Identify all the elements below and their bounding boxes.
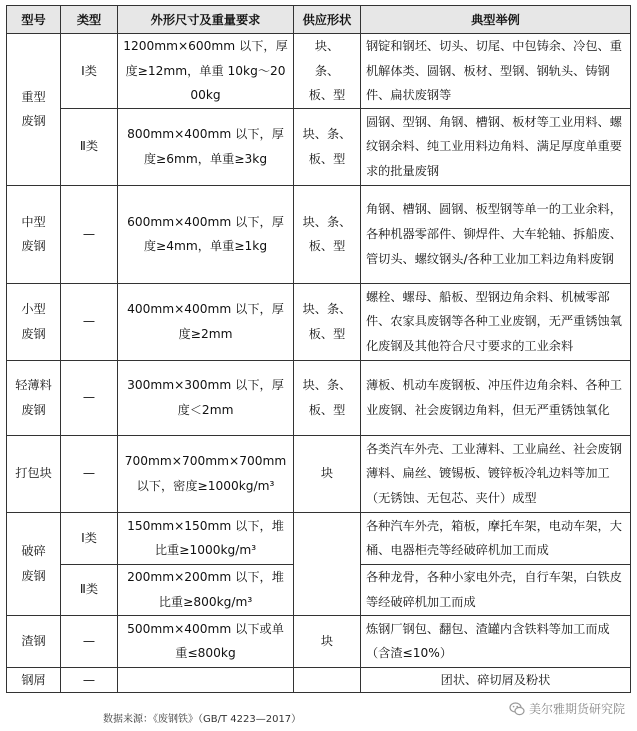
example-cell: 螺栓、螺母、船板、型钢边角余料、机械零部件、农家具废钢等各种工业废钢，无严重锈蚀氧化废钢及其他符合尺寸要求的工业余料 — [361, 283, 631, 360]
dims-cell: 150mm×150mm 以下，堆比重≥1000kg/m³ — [118, 512, 294, 564]
type-cell: Ⅱ类 — [61, 108, 118, 185]
scrap-steel-table — [6, 5, 631, 693]
shape-cell: 块、条、板、型 — [294, 108, 361, 185]
dims-cell: 200mm×200mm 以下，堆比重≥800kg/m³ — [118, 564, 294, 615]
example-cell: 角钢、槽钢、圆钢、板型钢等单一的工业余料，各种机器零部件、铆焊件、大车轮轴、拆船废、管切头、螺纹钢头/各种工业加工料边角料废钢 — [361, 185, 631, 283]
type-cell: — — [61, 360, 118, 435]
type-cell: Ⅰ类 — [61, 34, 118, 109]
example-cell: 钢锭和钢坯、切头、切尾、中包铸余、冷包、重机解体类、圆钢、板材、型钢、钢轨头、铸钢件、扁状废钢等 — [361, 34, 631, 109]
dims-cell: 600mm×400mm 以下，厚度≥4mm，单重≥1kg — [118, 185, 294, 283]
dims-cell: 400mm×400mm 以下，厚度≥2mm — [118, 283, 294, 360]
dims-cell: 700mm×700mm×700mm 以下，密度≥1000kg/m³ — [118, 435, 294, 512]
example-cell: 薄板、机动车废钢板、冲压件边角余料、各种工业废钢、社会废钢边角料，但无严重锈蚀氧化 — [361, 360, 631, 435]
model-cell: 渣钢 — [7, 615, 61, 667]
header-shape: 供应形状 — [294, 6, 361, 34]
wechat-icon — [509, 701, 525, 717]
table-row — [7, 435, 631, 512]
type-cell: — — [61, 185, 118, 283]
watermark-text: 美尔雅期货研究院 — [528, 702, 625, 716]
header-dims: 外形尺寸及重量要求 — [118, 6, 294, 34]
example-cell: 团状、碎切屑及粉状 — [361, 667, 631, 693]
dims-cell: 800mm×400mm 以下，厚度≥6mm，单重≥3kg — [118, 108, 294, 185]
dims-cell: 500mm×400mm 以下或单重≤800kg — [118, 615, 294, 667]
dims-cell: 300mm×300mm 以下，厚度＜2mm — [118, 360, 294, 435]
model-cell: 轻薄料废钢 — [7, 360, 61, 435]
shape-cell: 块、条、板、型 — [294, 34, 361, 109]
shape-cell — [294, 667, 361, 693]
type-cell: Ⅱ类 — [61, 564, 118, 615]
shape-cell: 块、条、板、型 — [294, 360, 361, 435]
watermark — [509, 700, 625, 717]
type-cell: — — [61, 283, 118, 360]
dims-cell — [118, 667, 294, 693]
model-cell: 破碎废钢 — [7, 512, 61, 615]
table-row — [7, 615, 631, 667]
shape-cell: 块、条、板、型 — [294, 283, 361, 360]
example-cell: 各类汽车外壳、工业薄料、工业扁丝、社会废钢薄料、扁丝、镀锡板、镀锌板冷轧边料等加工（无锈蚀、无包芯、夹什）成型 — [361, 435, 631, 512]
type-cell: — — [61, 615, 118, 667]
table-row — [7, 108, 631, 185]
example-cell: 各种龙骨，各种小家电外壳，自行车架，白铁皮等经破碎机加工而成 — [361, 564, 631, 615]
example-cell: 圆钢、型钢、角钢、槽钢、板材等工业用料、螺纹钢余料、纯工业用料边角料、满足厚度单重要求的批量废钢 — [361, 108, 631, 185]
example-cell: 炼钢厂钢包、翻包、渣罐内含铁料等加工而成（含渣≤10%） — [361, 615, 631, 667]
table-row — [7, 667, 631, 693]
shape-cell — [294, 512, 361, 615]
example-cell: 各种汽车外壳，箱板，摩托车架，电动车架，大桶、电器柜壳等经破碎机加工而成 — [361, 512, 631, 564]
shape-cell: 块 — [294, 435, 361, 512]
type-cell: — — [61, 435, 118, 512]
table-row — [7, 512, 631, 564]
model-cell: 中型废钢 — [7, 185, 61, 283]
model-cell: 钢屑 — [7, 667, 61, 693]
header-type: 类型 — [61, 6, 118, 34]
type-cell: Ⅰ类 — [61, 512, 118, 564]
table-row — [7, 283, 631, 360]
type-cell: — — [61, 667, 118, 693]
table-row — [7, 360, 631, 435]
shape-cell: 块 — [294, 615, 361, 667]
dims-cell: 1200mm×600mm 以下，厚度≥12mm，单重 10kg～2000kg — [118, 34, 294, 109]
header-example: 典型举例 — [361, 6, 631, 34]
model-cell: 打包块 — [7, 435, 61, 512]
model-cell: 小型废钢 — [7, 283, 61, 360]
table-row — [7, 185, 631, 283]
header-row — [7, 6, 631, 34]
shape-cell: 块、条、板、型 — [294, 185, 361, 283]
header-model: 型号 — [7, 6, 61, 34]
table-row — [7, 34, 631, 109]
data-source-footnote: 数据来源：《废钢铁》（GB/T 4223—2017） — [103, 714, 302, 725]
model-cell: 重型废钢 — [7, 34, 61, 186]
